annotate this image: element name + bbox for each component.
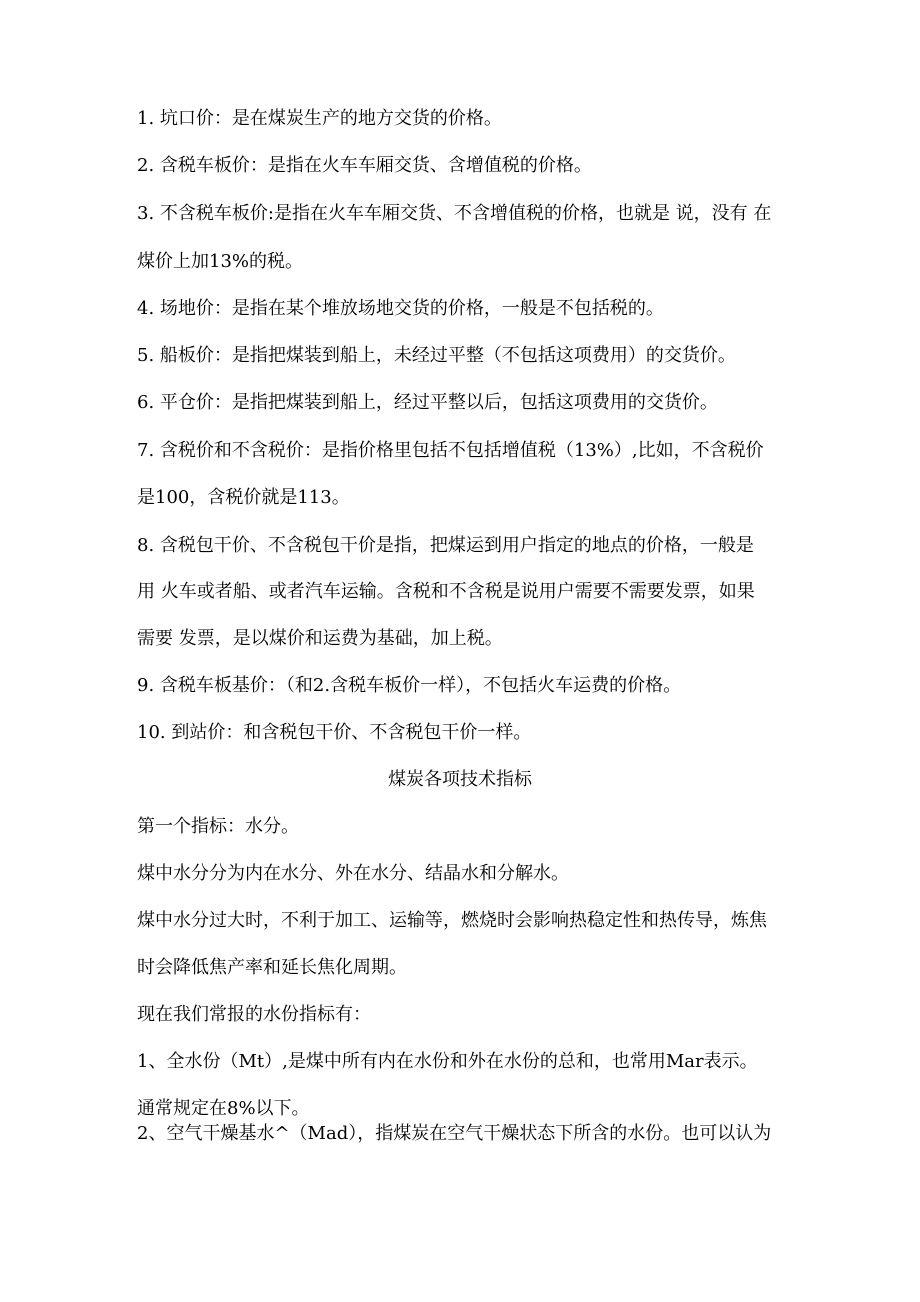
price-item-2: 2. 含税车板价：是指在火车车厢交货、含增值税的价格。 <box>137 155 592 176</box>
price-item-8-cont-1: 用 火车或者船、或者汽车运输。含税和不含税是说用户需要不需要发票，如果 <box>137 581 755 602</box>
price-item-9: 9. 含税车板基价：（和2.含税车板价一样），不包括火车运费的价格。 <box>137 675 682 696</box>
price-item-8-cont-2: 需要 发票，是以煤价和运费为基础，加上税。 <box>137 628 503 649</box>
body-line-8: 2、空气干燥基水^（Mad），指煤炭在空气干燥状态下所含的水份。也可以认为 <box>137 1123 772 1144</box>
price-item-4: 4. 场地价：是指在某个堆放场地交货的价格，一般是不包括税的。 <box>137 298 664 319</box>
body-line-2: 煤中水分分为内在水分、外在水分、结晶水和分解水。 <box>137 863 569 884</box>
price-item-3-cont: 煤价上加13%的税。 <box>137 251 304 272</box>
price-item-8: 8. 含税包干价、不含税包干价是指，把煤运到用户指定的地点的价格，一般是 <box>137 535 754 556</box>
price-item-3: 3. 不含税车板价:是指在火车车厢交货、不含增值税的价格，也就是 说，没有 在 <box>137 203 772 224</box>
section-title: 煤炭各项技术指标 <box>388 769 532 790</box>
price-item-10: 10. 到站价：和含税包干价、不含税包干价一样。 <box>137 722 532 743</box>
body-line-4: 时会降低焦产率和延长焦化周期。 <box>137 957 407 978</box>
body-line-7: 通常规定在8%以下。 <box>137 1098 310 1119</box>
body-line-5: 现在我们常报的水份指标有： <box>137 1004 371 1025</box>
price-item-5: 5. 船板价：是指把煤装到船上，未经过平整（不包括这项费用）的交货价。 <box>137 345 736 366</box>
price-item-6: 6. 平仓价：是指把煤装到船上，经过平整以后，包括这项费用的交货价。 <box>137 392 718 413</box>
price-item-7-cont: 是100，含税价就是113。 <box>137 487 350 508</box>
body-line-1: 第一个指标：水分。 <box>137 816 299 837</box>
body-line-3: 煤中水分过大时，不利于加工、运输等，燃烧时会影响热稳定性和热传导，炼焦 <box>137 910 767 931</box>
body-line-6: 1、全水份（Mt）,是煤中所有内在水份和外在水份的总和，也常用Mar表示。 <box>137 1051 758 1072</box>
price-item-7: 7. 含税价和不含税价：是指价格里包括不包括增值税（13%）,比如，不含税价 <box>137 440 764 461</box>
price-item-1: 1. 坑口价：是在煤炭生产的地方交货的价格。 <box>137 108 502 129</box>
